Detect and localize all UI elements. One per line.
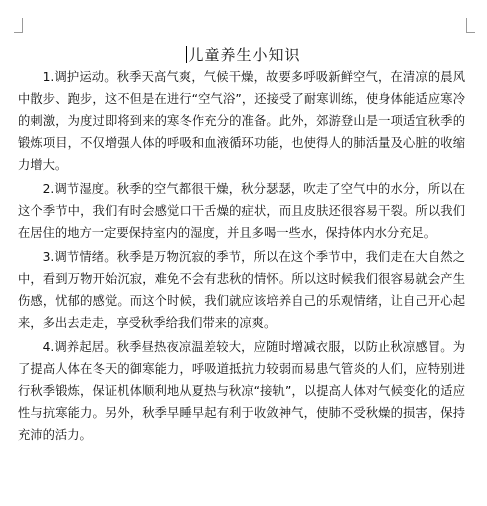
document-body[interactable] — [18, 66, 465, 448]
title-line — [0, 44, 487, 65]
margin-corner-mark-left — [14, 18, 23, 33]
document-title[interactable]: 儿童养生小知识 — [188, 46, 301, 64]
paragraph-mood[interactable]: 3.调节情绪。秋季是万物沉寂的季节，所以在这个季节中，我们走在大自然之中，看到万物开始沉寂，难免不会有悲秋的情怀。所以这时候我们很容易就会产生伤感，忧郁的感觉。而这个时候，我们就应该培养自己的乐观情绪，让自己开心起来，多出去走走，享受秋季给我们带来的凉爽。 — [18, 250, 465, 330]
margin-corner-mark-right — [466, 18, 475, 33]
paragraph-humidity[interactable]: 2.调节湿度。秋季的空气都很干燥，秋分瑟瑟，吹走了空气中的水分，所以在这个季节中，我们有时会感觉口干舌燥的症状，而且皮肤还很容易干裂。所以我们在居住的地方一定要保持室内的湿度，并且多喝一些水，保持体内水分充足。 — [18, 182, 465, 240]
paragraph-daily-routine[interactable]: 4.调养起居。秋季昼热夜凉温差较大，应随时增减衣服，以防止秋凉感冒。为了提高人体在冬天的御寒能力，呼吸道抵抗力较弱而易患气管炎的人们，应特别进行秋季锻炼，保证机体顺利地从夏热与秋凉“接轨”，以提高人体对气候变化的适应性与抗寒能力。另外，秋季早睡早起有利于收敛神气，使肺不受秋燥的损害，保持充沛的活力。 — [18, 340, 465, 442]
paragraph-exercise[interactable]: 1.调护运动。秋季天高气爽，气候干燥，故要多呼吸新鲜空气，在清凉的晨风中散步、跑步，这不但是在进行“空气浴”，还接受了耐寒训练，使身体能适应寒冷的刺激，为度过即将到来的寒冬作充分的准备。此外，郊游登山是一项适宜秋季的锻炼项目，不仅增强人体的呼吸和血液循环功能，也使得人的肺活量及心脏的收缩力增大。 — [18, 70, 465, 172]
